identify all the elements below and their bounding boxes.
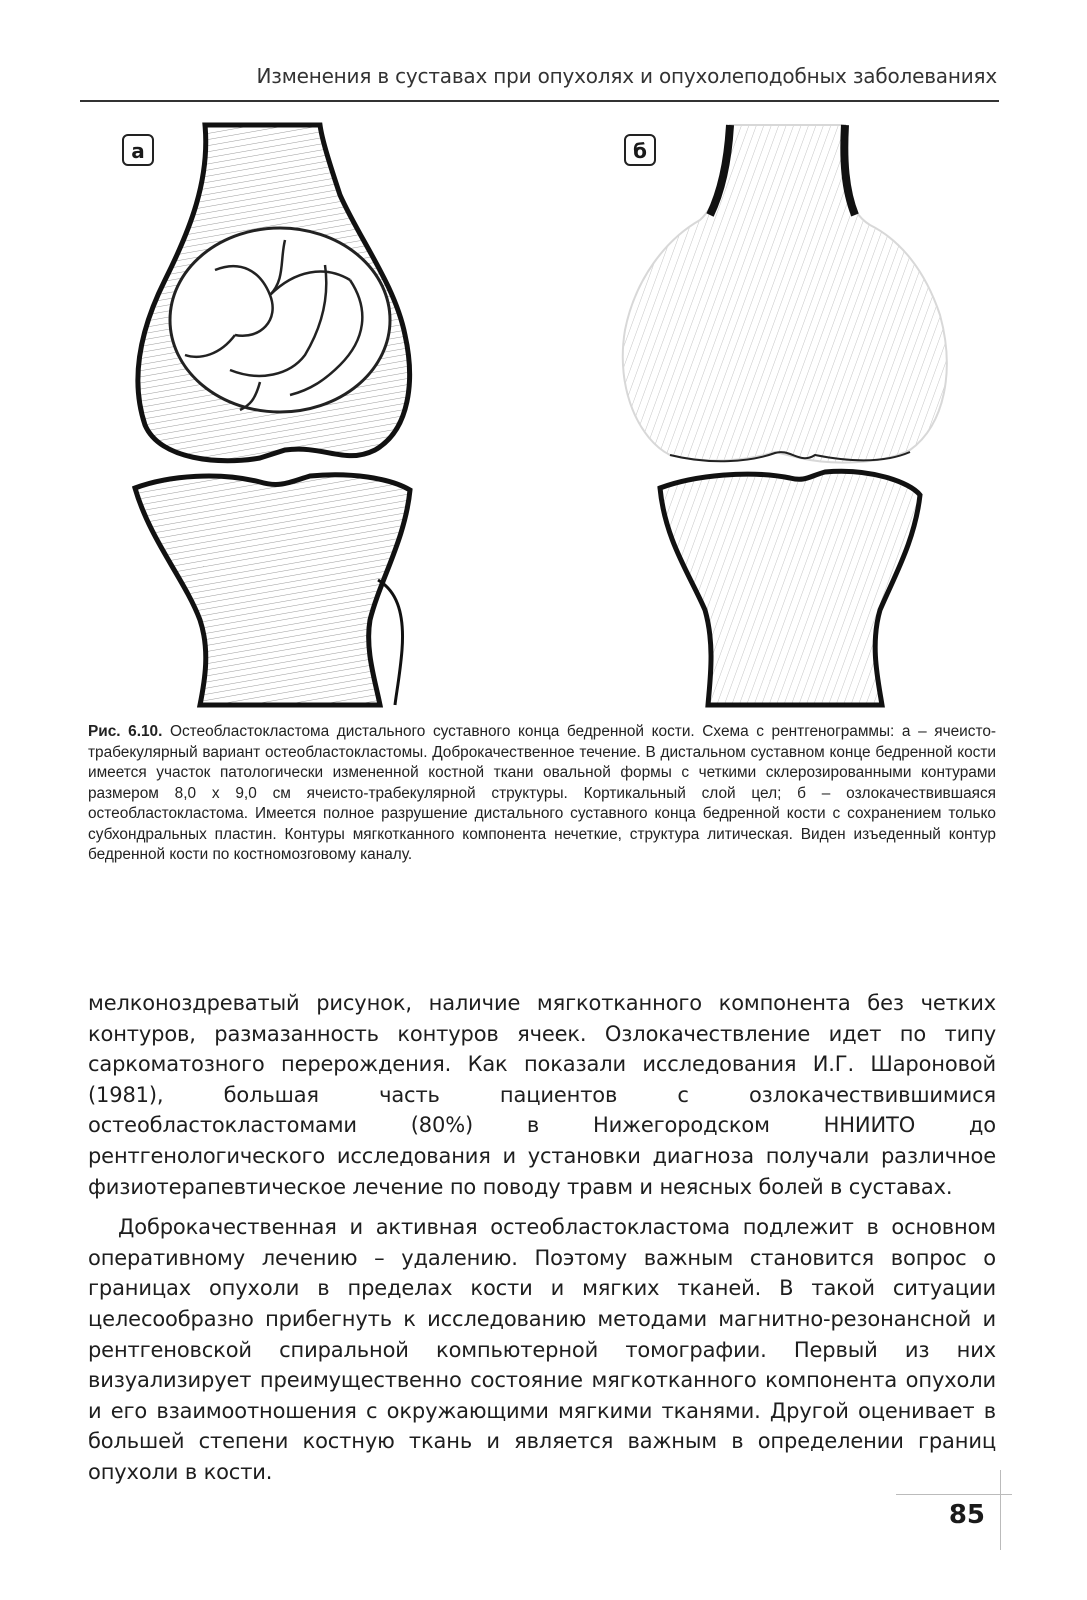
tumor-oval bbox=[170, 228, 390, 412]
body-text bbox=[88, 988, 996, 1488]
panel-b-drawing bbox=[623, 125, 947, 705]
fibula-a bbox=[378, 580, 403, 705]
paragraph: Доброкачественная и активная остеобластокластома подлежит в основном оперативному лечению – удалению. Поэтому важным становится вопрос о границах опухоли в пределах кости и мягких тканей. В такой ситуации целесообразно прибегнуть к исследованию методами магнитно-резонансной и рентгеновской спиральной компьютерной томографии. Первый из них визуализирует преимущественно состояние мягкотканного компонента опухоли и его взаимоотношения с окружающими мягкими тканями. Другой оценивает в большей степени костную ткань и является важным в определении границ опухоли в кости. bbox=[88, 1215, 996, 1484]
tibia-a bbox=[135, 475, 410, 705]
figure-6-10 bbox=[110, 120, 990, 710]
running-title: Изменения в суставах при опухолях и опухолеподобных заболеваниях bbox=[256, 64, 997, 88]
panel-a-drawing bbox=[135, 125, 410, 705]
tibia-b bbox=[660, 471, 920, 705]
figure-caption bbox=[88, 722, 996, 866]
footer-rule-vertical bbox=[1000, 1470, 1001, 1550]
paragraph: мелконоздреватый рисунок, наличие мягкотканного компонента без четких контуров, размазанность контуров ячеек. Озлокачествление идет по типу саркоматозного перерождения. Как показали исследования И.Г. Шароновой (1981), большая часть пациентов с озлокачествившимися остеобластокластомами (80%) в Нижегородском ННИИТО до рентгенологического исследования и установки диагноза получали различное физиотерапевтическое лечение по поводу травм и неясных болей в суставах. bbox=[88, 991, 996, 1199]
figure-number: Рис. 6.10. bbox=[88, 723, 163, 740]
header-rule bbox=[80, 100, 999, 102]
knee-drawings bbox=[110, 120, 990, 710]
femur-b bbox=[623, 125, 947, 463]
page-number: 85 bbox=[948, 1500, 985, 1530]
footer-rule-horizontal bbox=[896, 1494, 1012, 1495]
panel-b-label: б bbox=[624, 134, 656, 166]
panel-a-label: а bbox=[122, 134, 154, 166]
caption-text: Остеобластокластома дистального суставного конца бедренной кости. Схема с рентгенограммы: а – ячеисто-трабекулярный вариант остеобластокластомы. Доброкачественное течение. В дистальном суставном конце бедренной кости имеется участок патологически измененной костной ткани овальной формы с четкими склерозированными контурами размером 8,0 х 9,0 см ячеисто-трабекулярной структуры. Кортикальный слой цел; б – озлокачествившаяся остеобластокластома. Имеется полное разрушение дистального суставного конца бедренной кости с сохранением только субхондральных пластин. Контуры мягкотканного компонента нечеткие, структура литическая. Виден изъеденный контур бедренной кости по костномозговому каналу. bbox=[88, 723, 996, 863]
